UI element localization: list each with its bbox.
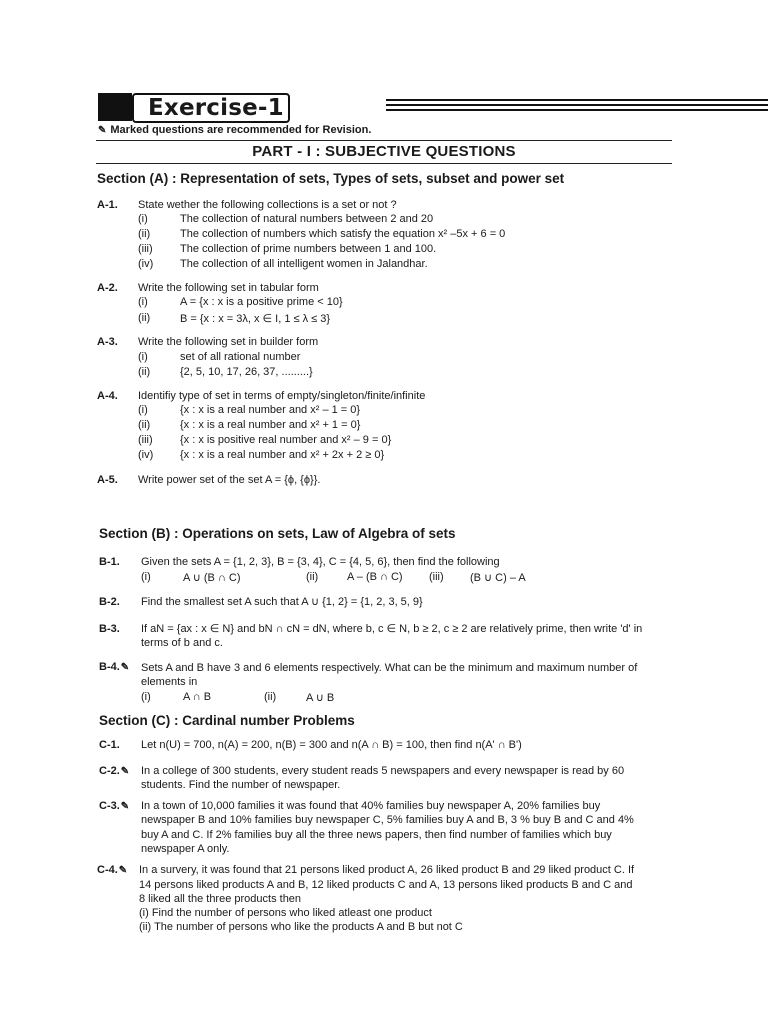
question-text-c3-line4: newspaper A only. bbox=[141, 843, 230, 855]
item-roman: (ii) bbox=[138, 228, 151, 240]
question-text-c4-line4: (i) Find the number of persons who liked atleast one product bbox=[139, 907, 432, 919]
question-text-c2-line1: In a college of 300 students, every student reads 5 newspapers and every newspaper is read by 60 bbox=[141, 765, 625, 777]
item-text: set of all rational number bbox=[180, 351, 301, 363]
question-number-b4 bbox=[99, 661, 129, 673]
item-text: The collection of natural numbers between 2 and 20 bbox=[180, 213, 434, 225]
item-roman: (iii) bbox=[429, 571, 444, 583]
item-text: A – (B ∩ C) bbox=[347, 571, 403, 583]
divider-top bbox=[96, 140, 672, 141]
question-text-c4-line1: In a survery, it was found that 21 persons liked product A, 26 liked product B and 29 liked product C. If bbox=[139, 864, 635, 876]
item-text: The collection of prime numbers between 1 and 100. bbox=[180, 243, 437, 255]
item-text: A ∪ B bbox=[306, 692, 335, 704]
revision-note bbox=[98, 124, 371, 136]
item-text: The collection of numbers which satisfy the equation x² –5x + 6 = 0 bbox=[180, 228, 506, 240]
question-text-a5: Write power set of the set A = {ϕ, {ϕ}}. bbox=[138, 474, 321, 486]
item-text: {x : x is a real number and x² + 1 = 0} bbox=[180, 419, 361, 431]
item-roman: (i) bbox=[138, 351, 148, 363]
question-number-a5: A-5. bbox=[97, 474, 118, 486]
item-text: (B ∪ C) – A bbox=[470, 572, 526, 584]
item-roman: (iv) bbox=[138, 449, 154, 461]
question-text-a3: Write the following set in builder form bbox=[138, 336, 319, 348]
question-text-c3-line2: newspaper B and 10% families buy newspaper C, 5% families buy A and B, 3 % buy B and C and 4% bbox=[141, 814, 634, 826]
question-number-a4: A-4. bbox=[97, 390, 118, 402]
question-text-b3-line2: terms of b and c. bbox=[141, 637, 223, 649]
question-text-c4-line3: 8 liked all the three products then bbox=[139, 893, 302, 905]
item-roman: (ii) bbox=[138, 312, 151, 324]
question-text-c4-line5: (ii) The number of persons who like the products A and B but not C bbox=[139, 921, 463, 933]
question-number-b1: B-1. bbox=[99, 556, 120, 568]
item-roman: (iii) bbox=[138, 243, 153, 255]
item-roman: (i) bbox=[141, 691, 151, 703]
pencil-icon: ✎ bbox=[120, 766, 130, 777]
item-text: A = {x : x is a positive prime < 10} bbox=[180, 296, 343, 308]
pencil-icon: ✎ bbox=[98, 125, 107, 136]
question-text-b4-line1: Sets A and B have 3 and 6 elements respectively. What can be the minimum and maximum number of bbox=[141, 662, 638, 674]
revision-note-text: Marked questions are recommended for Revision. bbox=[110, 124, 372, 136]
question-number-c2-text: C-2. bbox=[99, 765, 120, 777]
question-text-b2: Find the smallest set A such that A ∪ {1, 2} = {1, 2, 3, 5, 9} bbox=[141, 596, 423, 608]
section-b-heading: Section (B) : Operations on sets, Law of Algebra of sets bbox=[99, 526, 456, 541]
exercise-banner bbox=[98, 93, 670, 122]
question-number-c1: C-1. bbox=[99, 739, 120, 751]
section-a-heading: Section (A) : Representation of sets, Types of sets, subset and power set bbox=[97, 171, 565, 186]
question-text-b4-line2: elements in bbox=[141, 676, 198, 688]
exercise-title: Exercise-1 bbox=[148, 95, 284, 121]
item-text: {2, 5, 10, 17, 26, 37, .........} bbox=[180, 366, 313, 378]
pencil-icon: ✎ bbox=[120, 801, 130, 812]
question-number-b4-text: B-4. bbox=[99, 661, 120, 673]
question-text-b1: Given the sets A = {1, 2, 3}, B = {3, 4}, C = {4, 5, 6}, then find the following bbox=[141, 556, 500, 568]
banner-block bbox=[98, 93, 132, 121]
question-text-c3-line3: buy A and C. If 2% families buy all the three news papers, then find number of families which buy bbox=[141, 829, 612, 841]
item-text: A ∪ (B ∩ C) bbox=[183, 572, 241, 584]
question-text-c3-line1: In a town of 10,000 families it was found that 40% families buy newspaper A, 20% families buy bbox=[141, 800, 601, 812]
question-number-b2: B-2. bbox=[99, 596, 120, 608]
item-roman: (ii) bbox=[138, 366, 151, 378]
item-text: B = {x : x = 3λ, x ∈ I, 1 ≤ λ ≤ 3} bbox=[180, 313, 331, 325]
item-text: A ∩ B bbox=[183, 691, 212, 703]
item-roman: (i) bbox=[141, 571, 151, 583]
question-text-c2-line2: students. Find the number of newspaper. bbox=[141, 779, 341, 791]
question-number-a1: A-1. bbox=[97, 199, 118, 211]
question-text-b3-line1: If aN = {ax : x ∈ N} and bN ∩ cN = dN, where b, c ∈ N, b ≥ 2, c ≥ 2 are relatively prime, then write 'd' in bbox=[141, 623, 643, 635]
pencil-icon: ✎ bbox=[120, 662, 130, 673]
item-text: {x : x is a real number and x² – 1 = 0} bbox=[180, 404, 361, 416]
item-roman: (ii) bbox=[264, 691, 277, 703]
question-number-c3 bbox=[99, 800, 129, 812]
exercise-title-box bbox=[132, 93, 290, 123]
question-text-a2: Write the following set in tabular form bbox=[138, 282, 319, 294]
question-number-c4-text: C-4. bbox=[97, 864, 118, 876]
item-roman: (i) bbox=[138, 213, 148, 225]
section-c-heading: Section (C) : Cardinal number Problems bbox=[99, 713, 355, 728]
item-text: {x : x is positive real number and x² – 9 = 0} bbox=[180, 434, 392, 446]
item-roman: (i) bbox=[138, 404, 148, 416]
question-number-c2 bbox=[99, 765, 129, 777]
item-roman: (ii) bbox=[306, 571, 319, 583]
item-roman: (iii) bbox=[138, 434, 153, 446]
item-roman: (ii) bbox=[138, 419, 151, 431]
question-text-c4-line2: 14 persons liked products A and B, 12 liked products C and A, 13 persons liked products B and C and bbox=[139, 879, 633, 891]
pencil-icon: ✎ bbox=[118, 865, 128, 876]
question-text-c1: Let n(U) = 700, n(A) = 200, n(B) = 300 and n(A ∩ B) = 100, then find n(A' ∩ B') bbox=[141, 739, 522, 751]
question-number-a3: A-3. bbox=[97, 336, 118, 348]
question-text-a1: State wether the following collections is a set or not ? bbox=[138, 199, 397, 211]
question-number-c4 bbox=[97, 864, 127, 876]
question-text-a4: Identifiy type of set in terms of empty/singleton/finite/infinite bbox=[138, 390, 426, 402]
item-text: The collection of all intelligent women in Jalandhar. bbox=[180, 258, 428, 270]
item-roman: (iv) bbox=[138, 258, 154, 270]
item-text: {x : x is a real number and x² + 2x + 2 ≥ 0} bbox=[180, 449, 385, 461]
banner-rule-lines bbox=[386, 99, 768, 114]
item-roman: (i) bbox=[138, 296, 148, 308]
question-number-a2: A-2. bbox=[97, 282, 118, 294]
divider-bottom bbox=[96, 163, 672, 164]
question-number-c3-text: C-3. bbox=[99, 800, 120, 812]
question-number-b3: B-3. bbox=[99, 623, 120, 635]
part-title: PART - I : SUBJECTIVE QUESTIONS bbox=[252, 143, 516, 160]
